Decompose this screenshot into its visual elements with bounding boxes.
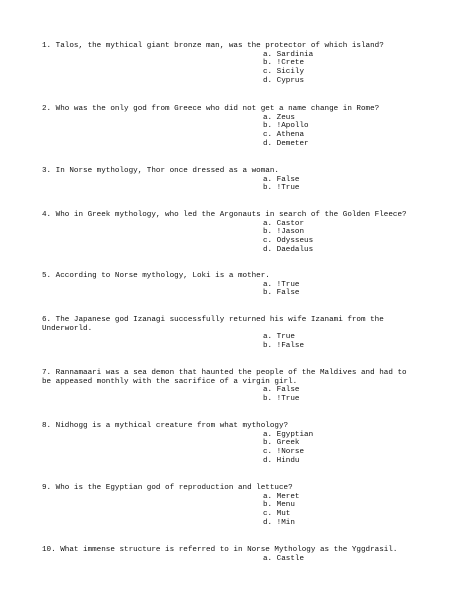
answer-option: b. !Apollo [263, 122, 309, 131]
answer-option: a. Sardinia [263, 50, 314, 59]
answer-option: b. !True [263, 184, 300, 193]
answer-options [42, 493, 414, 528]
answer-option: a. False [263, 386, 300, 395]
question-text: 5. According to Norse mythology, Loki is a mother. [42, 272, 270, 280]
question-text: 8. Nidhogg is a mythical creature from what mythology? [42, 422, 289, 430]
question-10 [42, 546, 414, 563]
answer-options [42, 114, 414, 149]
question-text: 1. Talos, the mythical giant bronze man, was the protector of which island? [42, 42, 384, 50]
answer-option: c. Sicily [263, 68, 305, 77]
question-4 [42, 211, 414, 255]
question-text: 2. Who was the only god from Greece who did not get a name change in Rome? [42, 105, 380, 113]
answer-options [42, 431, 414, 466]
answer-option: c. Odysseus [263, 237, 314, 246]
answer-option: d. Demeter [263, 139, 309, 148]
answer-option: a. Castle [263, 554, 305, 563]
answer-option: c. Athena [263, 131, 305, 140]
answer-option: a. Meret [263, 492, 300, 501]
answer-option: b. False [263, 289, 300, 298]
answer-option: c. !Norse [263, 448, 305, 457]
answer-options [42, 281, 414, 298]
answer-option: d. !Min [263, 518, 295, 527]
answer-option: b. !True [263, 395, 300, 404]
question-6 [42, 316, 414, 351]
answer-option: a. False [263, 175, 300, 184]
answer-options [42, 51, 414, 86]
answer-option: b. Menu [263, 501, 295, 510]
answer-option: d. Hindu [263, 456, 300, 465]
question-2 [42, 105, 414, 149]
answer-option: a. True [263, 333, 295, 342]
answer-option: b. !False [263, 342, 305, 351]
question-text: 7. Rannamaari was a sea demon that haunted the people of the Maldives and had to be appeased monthly with the sacrifice of a virgin girl. [42, 369, 412, 386]
question-7 [42, 369, 414, 404]
question-5 [42, 272, 414, 298]
answer-options [42, 333, 414, 350]
answer-option: b. Greek [263, 439, 300, 448]
question-text: 10. What immense structure is referred to in Norse Mythology as the Yggdrasil. [42, 546, 398, 554]
answer-option: d. Daedalus [263, 245, 314, 254]
question-text: 4. Who in Greek mythology, who led the Argonauts in search of the Golden Fleece? [42, 211, 407, 219]
answer-option: b. !Jason [263, 228, 305, 237]
answer-option: a. Zeus [263, 113, 295, 122]
question-text: 6. The Japanese god Izanagi successfully returned his wife Izanami from the Underworld. [42, 316, 389, 333]
answer-option: a. Castor [263, 219, 305, 228]
answer-options [42, 555, 414, 564]
answer-option: c. Mut [263, 510, 291, 519]
answer-option: b. !Crete [263, 59, 305, 68]
answer-options [42, 176, 414, 193]
question-3 [42, 167, 414, 193]
answer-options [42, 386, 414, 403]
question-text: 3. In Norse mythology, Thor once dressed as a woman. [42, 167, 279, 175]
question-9 [42, 484, 414, 528]
answer-option: d. Cyprus [263, 76, 305, 85]
answer-option: a. Egyptian [263, 430, 314, 439]
answer-option: a. !True [263, 280, 300, 289]
question-text: 9. Who is the Egyptian god of reproduction and lettuce? [42, 484, 293, 492]
question-8 [42, 422, 414, 466]
question-1 [42, 42, 414, 86]
answer-options [42, 220, 414, 255]
